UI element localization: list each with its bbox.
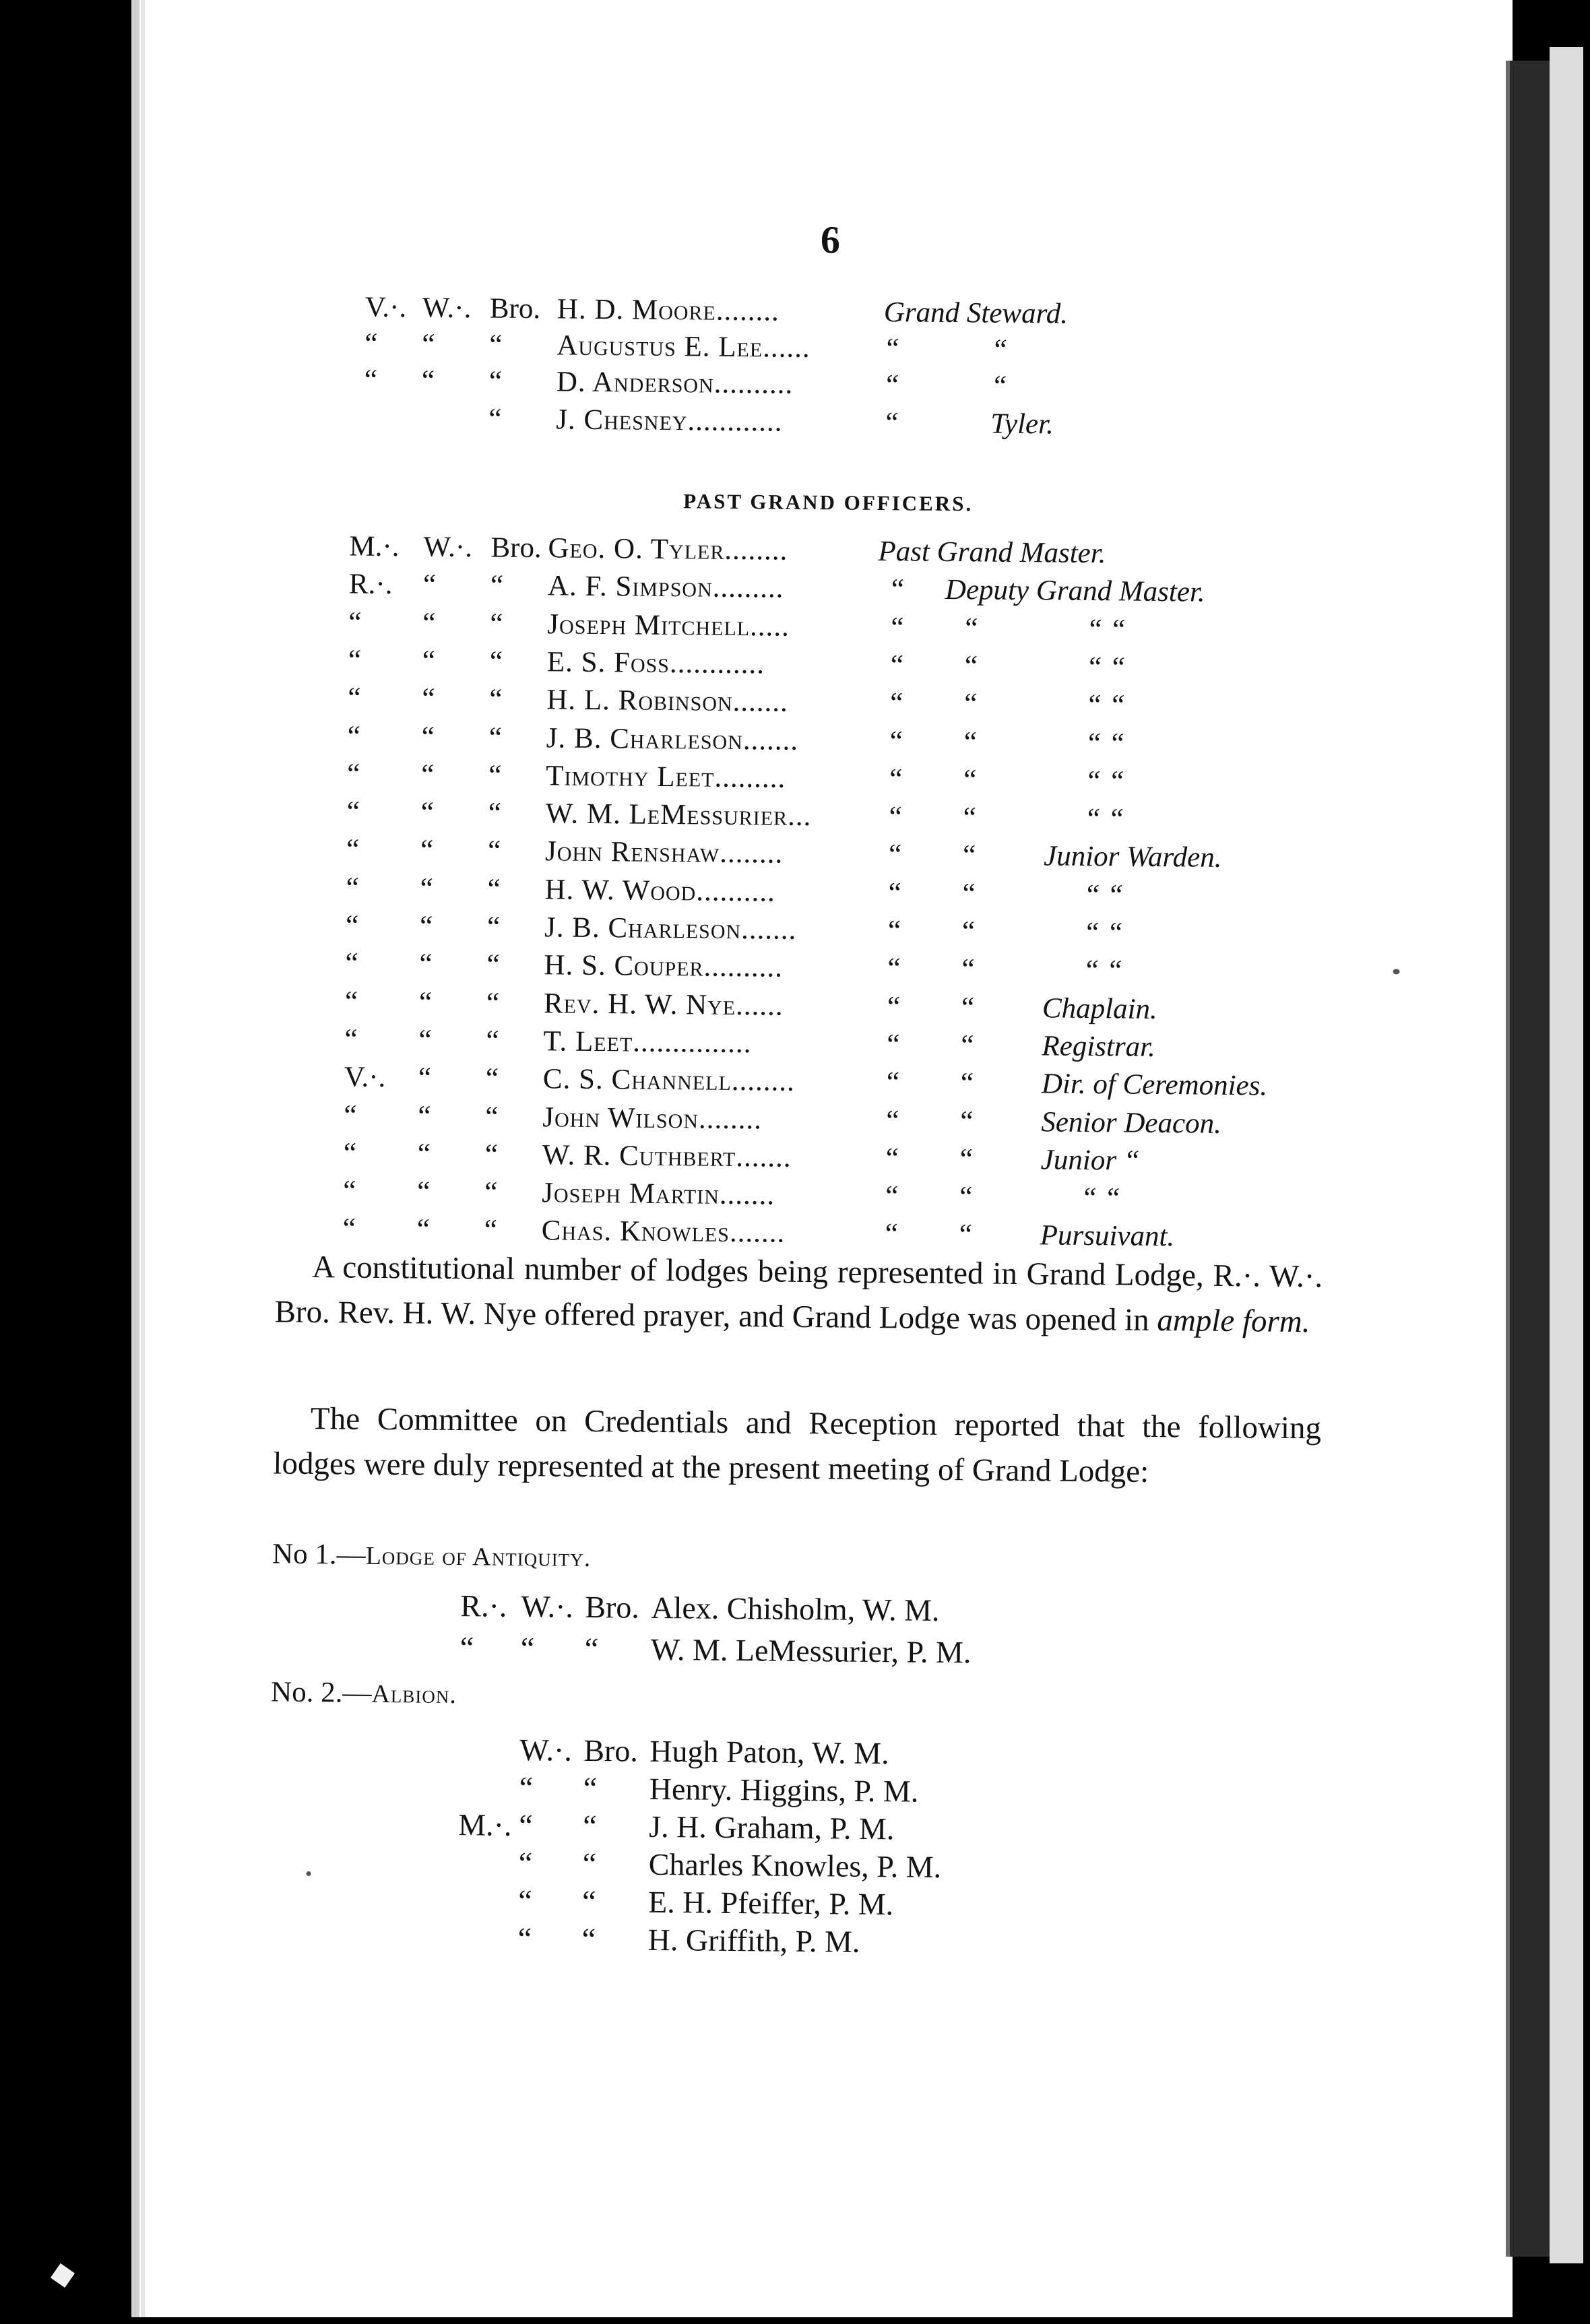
bro-mark: “: [484, 1138, 499, 1171]
member-name: C. S. Channell........: [542, 1063, 796, 1097]
opening-paragraph: [274, 1244, 1323, 1345]
credentials-paragraph: [273, 1396, 1321, 1496]
title-mark: “: [517, 1920, 532, 1956]
ditto-mark: “: [888, 839, 902, 871]
member-name: E. H. Pfeiffer, P. M.: [647, 1884, 894, 1922]
dot-leader: ........: [731, 1064, 796, 1097]
rank-mark: “: [459, 1630, 474, 1665]
member-name: Hugh Paton, W. M.: [649, 1733, 889, 1771]
title-mark: W.·.: [422, 292, 472, 325]
member-name: Henry. Higgins, P. M.: [649, 1771, 919, 1809]
lodge-2-heading: [271, 1675, 457, 1710]
rank-mark: “: [364, 364, 378, 396]
ditto-mark: “: [889, 763, 903, 796]
member-name: John Renshaw........: [544, 835, 784, 870]
title-mark: “: [422, 645, 436, 677]
ditto-mark: “: [885, 1180, 899, 1213]
rank-mark: “: [347, 758, 360, 790]
scan-corner-mark: [51, 2263, 75, 2288]
member-name: H. L. Robinson.......: [546, 684, 789, 718]
rank-mark: “: [344, 986, 358, 1018]
page-number: 6: [820, 218, 841, 262]
office-ditto: “: [991, 333, 1008, 366]
bro-mark: “: [485, 1101, 499, 1133]
office-title: Junior “: [1040, 1144, 1140, 1177]
title-mark: “: [418, 1100, 431, 1132]
office-title: Chaplain.: [1042, 992, 1158, 1026]
bro-mark: “: [486, 948, 500, 981]
dot-leader: .........: [714, 761, 786, 794]
title-mark: “: [422, 607, 436, 639]
ditto-mark: “: [962, 878, 976, 910]
ditto-mark: “: [962, 839, 976, 872]
office-title: “ “: [1083, 878, 1124, 911]
bro-mark: “: [490, 569, 504, 602]
ditto-mark: “: [959, 1219, 973, 1251]
member-name: John Wilson........: [542, 1101, 763, 1136]
member-name: Rev. H. W. Nye......: [543, 988, 784, 1022]
lodge-2-name: Albion.: [371, 1679, 457, 1710]
rank-mark: “: [344, 1099, 357, 1132]
lodge-1-heading: [272, 1537, 592, 1574]
ditto-mark: “: [887, 1029, 900, 1061]
credentials-paragraph-text: The Committee on Credentials and Reception reported that the following lodges were duly represented at the present meeting of Grand Lodge:: [273, 1400, 1322, 1489]
office-title: Registrar.: [1042, 1030, 1156, 1063]
title-mark: W.·.: [521, 1588, 574, 1624]
page-content: [120, 0, 1523, 2324]
bro-mark: “: [485, 1062, 499, 1095]
title-mark: W.·.: [423, 531, 473, 564]
ditto-mark: “: [963, 726, 978, 758]
office-title: Dir. of Ceremonies.: [1041, 1068, 1268, 1102]
bro-mark: Bro.: [585, 1589, 640, 1625]
rank-mark: V.·.: [344, 1061, 386, 1094]
rank-mark: “: [347, 720, 361, 752]
office-title: Deputy Grand Master.: [945, 573, 1205, 608]
dot-leader: ........: [716, 294, 780, 327]
title-mark: “: [519, 1770, 534, 1805]
past-officer-row: [133, 907, 1123, 949]
past-officer-row: [134, 793, 1124, 835]
title-mark: “: [418, 1062, 432, 1094]
office-title: Grand Steward.: [883, 296, 1069, 330]
past-officer-row: [136, 604, 1126, 646]
title-mark: “: [422, 328, 435, 360]
ditto-mark: “: [887, 991, 901, 1023]
book-page-stack: [1506, 61, 1554, 2257]
title-mark: “: [520, 1630, 535, 1666]
member-name: Timothy Leet.........: [546, 760, 786, 794]
office-title: “ “: [1084, 765, 1125, 798]
grand-stewards-list: [142, 0, 1523, 441]
dot-leader: ..........: [703, 950, 784, 983]
office-title: “ “: [1083, 916, 1123, 949]
office-ditto: Tyler.: [990, 408, 1054, 441]
bro-mark: “: [581, 1921, 596, 1957]
title-mark: “: [422, 682, 435, 715]
bro-mark: “: [489, 645, 503, 678]
title-mark: W.·.: [519, 1732, 573, 1768]
ditto-mark: “: [891, 612, 904, 644]
ditto-mark: “: [965, 612, 978, 645]
bro-mark: “: [484, 1214, 498, 1246]
member-name: Joseph Mitchell.....: [547, 608, 790, 643]
office-title: “ “: [1085, 651, 1126, 684]
title-mark: “: [420, 834, 434, 866]
bro-mark: “: [486, 911, 501, 943]
dot-leader: ............: [669, 647, 765, 680]
member-name: J. B. Charleson.......: [546, 722, 799, 756]
ditto-mark: “: [960, 1067, 974, 1099]
ditto-mark: “: [887, 953, 901, 985]
rank-mark: “: [346, 796, 360, 828]
ditto-mark: “: [959, 1181, 973, 1213]
dot-leader: ...: [787, 800, 812, 833]
past-officer-row: [131, 1097, 1222, 1140]
ditto-mark: “: [885, 1218, 899, 1250]
dot-leader: .......: [742, 724, 799, 756]
member-name: H. D. Moore........: [556, 293, 780, 327]
ditto-mark: “: [889, 725, 903, 758]
rank-mark: “: [345, 947, 358, 979]
office-title: “: [883, 333, 900, 365]
title-mark: “: [417, 1175, 431, 1208]
member-name: W. M. LeMessurier...: [545, 798, 812, 833]
ditto-mark: “: [885, 1142, 899, 1175]
dot-leader: ..........: [696, 875, 776, 908]
member-name: Geo. O. Tyler........: [548, 532, 788, 567]
member-name: Chas. Knowles.......: [541, 1215, 786, 1249]
bro-mark: “: [490, 608, 503, 640]
office-title: “: [883, 369, 899, 401]
rank-mark: “: [348, 606, 362, 639]
member-name: Augustus E. Lee......: [556, 329, 810, 364]
rank-mark: R.·.: [460, 1588, 507, 1623]
title-mark: “: [421, 721, 435, 753]
ample-form-text: ample form.: [1157, 1303, 1310, 1340]
paper-speck: [1393, 969, 1399, 974]
ditto-mark: “: [959, 1143, 974, 1175]
office-title: “ “: [1085, 688, 1126, 721]
opening-paragraph-text: A constitutional number of lodges being represented in Grand Lodge, R.·. W.·. Bro. Rev. H. W. Nye offered prayer, and Grand Lodge was opened in: [274, 1249, 1323, 1338]
title-mark: “: [419, 910, 433, 942]
member-name: Alex. Chisholm, W. M.: [651, 1590, 940, 1627]
bro-mark: “: [583, 1808, 597, 1844]
paper-speck: [307, 1871, 311, 1876]
office-title: “: [883, 407, 899, 439]
title-mark: “: [421, 364, 435, 397]
rank-mark: V.·.: [364, 291, 407, 324]
past-officer-row: [135, 679, 1126, 721]
ditto-mark: “: [961, 1029, 974, 1062]
member-name: H. S. Couper..........: [544, 949, 784, 983]
bro-mark: “: [488, 403, 502, 435]
rank-mark: “: [346, 833, 360, 866]
past-officer-row: [132, 1058, 1268, 1102]
ditto-mark: “: [887, 915, 901, 947]
dot-leader: ...............: [633, 1026, 752, 1060]
past-officer-row: [133, 869, 1124, 911]
title-mark: “: [418, 1024, 432, 1056]
bro-mark: “: [488, 721, 503, 754]
member-name: Joseph Martin.......: [542, 1177, 775, 1211]
member-name: T. Leet...............: [543, 1025, 752, 1060]
title-mark: “: [417, 1138, 431, 1170]
ditto-mark: “: [888, 877, 901, 909]
bro-mark: Bro.: [489, 292, 541, 325]
dot-leader: ........: [724, 534, 788, 567]
member-name: A. F. Simpson.........: [547, 570, 784, 604]
ditto-mark: “: [891, 573, 905, 606]
past-officer-row: [134, 831, 1222, 874]
document-page: [131, 0, 1513, 2317]
bro-mark: “: [486, 987, 500, 1019]
lodge-1-number: No 1.—: [272, 1538, 366, 1571]
member-name: W. R. Cuthbert.......: [542, 1139, 792, 1173]
grand-steward-row: [139, 288, 1069, 330]
ditto-mark: “: [963, 802, 976, 834]
bro-mark: “: [583, 1770, 598, 1806]
dot-leader: .......: [732, 685, 789, 718]
office-title: Pursuivant.: [1040, 1219, 1175, 1253]
dot-leader: .....: [749, 610, 790, 643]
dot-leader: ..........: [713, 367, 794, 400]
rank-mark: “: [346, 872, 359, 904]
office-title: Junior Warden.: [1043, 840, 1222, 874]
ditto-mark: “: [886, 1105, 899, 1137]
dot-leader: .......: [736, 1141, 792, 1173]
bro-mark: “: [584, 1631, 599, 1667]
member-name: H. Griffith, P. M.: [647, 1922, 860, 1959]
dot-leader: ........: [698, 1103, 763, 1136]
bro-mark: “: [581, 1883, 596, 1919]
bro-mark: “: [488, 797, 502, 829]
office-title: “ “: [1081, 1182, 1121, 1215]
past-officer-row: [136, 641, 1126, 684]
member-name: W. M. LeMessurier, P. M.: [650, 1632, 972, 1670]
past-officer-row: [132, 1021, 1156, 1063]
past-officer-row: [130, 1210, 1175, 1253]
member-name: H. W. Wood..........: [544, 874, 776, 908]
title-mark: “: [517, 1883, 532, 1918]
ditto-mark: “: [963, 764, 977, 796]
office-title: Past Grand Master.: [878, 536, 1106, 570]
lodge-2-number: No. 2.—: [270, 1676, 372, 1709]
rank-mark: “: [343, 1175, 356, 1207]
ditto-mark: “: [890, 687, 903, 719]
grand-steward-row: [138, 399, 1054, 441]
ditto-mark: “: [890, 649, 904, 682]
rank-mark: “: [342, 1213, 356, 1245]
bro-mark: “: [488, 759, 502, 792]
office-ditto: “: [990, 370, 1007, 402]
ditto-mark: “: [889, 801, 903, 833]
bro-mark: “: [488, 365, 503, 397]
dot-leader: ............: [687, 405, 783, 438]
bro-mark: “: [484, 1176, 498, 1208]
ditto-mark: “: [960, 1105, 974, 1138]
ditto-mark: “: [961, 992, 975, 1024]
dot-leader: ........: [720, 837, 784, 870]
rank-mark: “: [345, 909, 359, 942]
rank-mark: “: [348, 644, 362, 676]
member-name: J. H. Graham, P. M.: [649, 1809, 895, 1846]
member-name: D. Anderson..........: [556, 366, 794, 400]
past-officer-row: [131, 1134, 1140, 1177]
dot-leader: .......: [740, 913, 797, 946]
title-mark: “: [518, 1845, 533, 1881]
bro-mark: “: [489, 329, 503, 361]
rank-mark: “: [364, 327, 378, 360]
office-title: “ “: [1085, 727, 1125, 760]
office-title: “ “: [1083, 954, 1123, 987]
dot-leader: .........: [712, 571, 784, 604]
dot-leader: ......: [735, 990, 784, 1022]
bro-mark: Bro.: [583, 1733, 639, 1768]
dot-leader: ......: [762, 331, 810, 364]
title-mark: “: [420, 872, 433, 905]
bro-mark: “: [582, 1846, 597, 1881]
book-page-edge: [1550, 47, 1583, 2263]
bro-mark: “: [489, 683, 503, 715]
dot-leader: .......: [719, 1178, 775, 1211]
bro-mark: Bro.: [490, 531, 542, 564]
title-mark: “: [418, 986, 433, 1019]
ditto-mark: “: [961, 915, 976, 948]
bro-mark: “: [487, 835, 501, 867]
past-officers-heading: PAST GRAND OFFICERS.: [683, 489, 974, 516]
title-mark: “: [416, 1213, 431, 1246]
rank-mark: “: [344, 1023, 358, 1056]
title-mark: “: [519, 1807, 533, 1843]
member-name: Charles Knowles, P. M.: [648, 1846, 942, 1884]
rank-mark: “: [348, 682, 361, 714]
office-title: Senior Deacon.: [1041, 1106, 1222, 1140]
office-title: “ “: [1084, 802, 1124, 835]
ditto-mark: “: [964, 650, 978, 682]
member-name: J. Chesney............: [556, 404, 783, 438]
title-mark: “: [421, 758, 435, 791]
title-mark: “: [419, 948, 433, 980]
bro-mark: “: [486, 1025, 499, 1057]
bro-mark: “: [487, 873, 501, 905]
title-mark: “: [422, 569, 437, 601]
member-name: E. S. Foss............: [546, 646, 765, 680]
rank-mark: M.·.: [349, 530, 400, 563]
rank-mark: M.·.: [458, 1807, 512, 1842]
title-mark: “: [420, 796, 435, 829]
office-title: “ “: [1086, 613, 1126, 646]
dot-leader: .......: [729, 1216, 786, 1249]
ditto-mark: “: [961, 953, 975, 986]
rank-mark: R.·.: [348, 568, 393, 601]
member-name: J. B. Charleson.......: [544, 911, 797, 946]
rank-mark: “: [343, 1137, 357, 1169]
ditto-mark: “: [964, 688, 978, 720]
lodge-1-name: Lodge of Antiquity.: [365, 1541, 592, 1572]
ditto-mark: “: [886, 1066, 900, 1099]
